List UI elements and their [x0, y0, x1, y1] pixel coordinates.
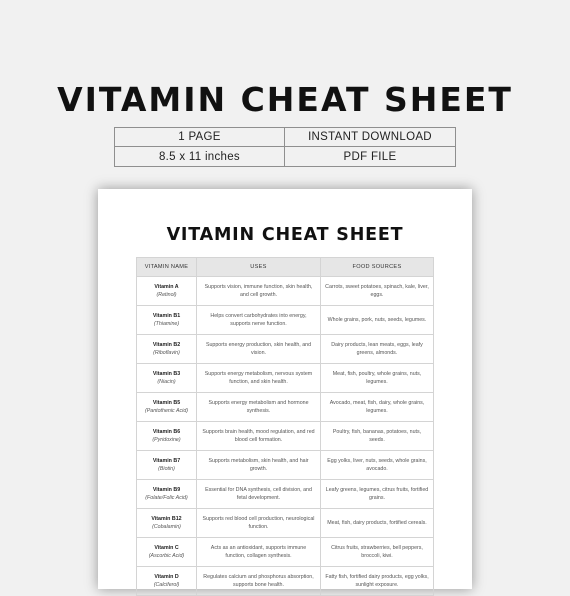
vitamin-food-sources: Carrots, sweet potatoes, spinach, kale, liver, eggs.	[321, 277, 434, 306]
vitamin-chemical-name: (Thiamine)	[153, 321, 180, 327]
header-uses: USES	[197, 258, 321, 277]
vitamin-food-sources: Dairy products, lean meats, eggs, leafy greens, almonds.	[321, 335, 434, 364]
table-row	[137, 422, 434, 451]
info-download: INSTANT DOWNLOAD	[285, 128, 455, 147]
info-file-type: PDF FILE	[343, 150, 397, 163]
vitamin-name-cell	[137, 364, 197, 393]
vitamin-food-sources: Avocado, meat, fish, dairy, whole grains, legumes.	[321, 393, 434, 422]
table-row	[137, 509, 434, 538]
vitamin-table	[136, 257, 434, 596]
info-paper-size: 8.5 x 11 inches	[115, 147, 285, 166]
table-row	[137, 480, 434, 509]
info-page-count: 1 PAGE	[115, 128, 285, 147]
vitamin-uses: Essential for DNA synthesis, cell division, and fetal development.	[197, 480, 321, 509]
vitamin-uses: Supports red blood cell production, neurological function.	[197, 509, 321, 538]
vitamin-chemical-name: (Folate/Folic Acid)	[145, 495, 188, 501]
vitamin-name: Vitamin B6	[152, 429, 181, 435]
vitamin-name-cell	[137, 451, 197, 480]
table-row	[137, 393, 434, 422]
vitamin-name: Vitamin B5	[152, 400, 181, 406]
vitamin-name: Vitamin A	[154, 284, 179, 290]
vitamin-name: Vitamin B2	[152, 342, 181, 348]
vitamin-name: Vitamin B3	[152, 371, 181, 377]
vitamin-food-sources: Citrus fruits, strawberries, bell peppers, broccoli, kiwi.	[321, 538, 434, 567]
vitamin-rows	[137, 277, 434, 596]
vitamin-name: Vitamin B1	[152, 313, 181, 319]
vitamin-name-cell	[137, 538, 197, 567]
vitamin-chemical-name: (Pantothenic Acid)	[144, 408, 189, 414]
header-food-sources: FOOD SOURCES	[321, 258, 434, 277]
vitamin-uses: Supports energy metabolism, nervous system function, and skin health.	[197, 364, 321, 393]
sheet-title: VITAMIN CHEAT SHEET	[166, 225, 404, 245]
cheat-sheet-preview	[98, 189, 472, 589]
vitamin-chemical-name: (Ascorbic Acid)	[148, 553, 185, 559]
table-row	[137, 364, 434, 393]
vitamin-food-sources: Whole grains, pork, nuts, seeds, legumes.	[321, 306, 434, 335]
vitamin-food-sources: Poultry, fish, bananas, potatoes, nuts, seeds.	[321, 422, 434, 451]
vitamin-name-cell	[137, 422, 197, 451]
vitamin-name-cell	[137, 567, 197, 596]
vitamin-chemical-name: (Retinol)	[156, 292, 177, 298]
vitamin-uses: Supports energy metabolism and hormone synthesis.	[197, 393, 321, 422]
vitamin-uses: Regulates calcium and phosphorus absorption, supports bone health.	[197, 567, 321, 596]
vitamin-name: Vitamin B9	[152, 487, 181, 493]
vitamin-uses: Acts as an antioxidant, supports immune function, collagen synthesis.	[197, 538, 321, 567]
listing-title: VITAMIN CHEAT SHEET	[57, 80, 513, 119]
vitamin-name-cell	[137, 335, 197, 364]
table-row	[137, 306, 434, 335]
vitamin-food-sources: Meat, fish, dairy products, fortified cereals.	[321, 509, 434, 538]
vitamin-uses: Supports vision, immune function, skin health, and cell growth.	[197, 277, 321, 306]
product-info-table	[114, 127, 456, 167]
vitamin-name: Vitamin B7	[152, 458, 181, 464]
vitamin-name-cell	[137, 393, 197, 422]
vitamin-food-sources: Egg yolks, liver, nuts, seeds, whole grains, avocado.	[321, 451, 434, 480]
vitamin-chemical-name: (Calciferol)	[153, 582, 180, 588]
vitamin-name-cell	[137, 277, 197, 306]
vitamin-name-cell	[137, 480, 197, 509]
table-row	[137, 277, 434, 306]
table-header-row	[137, 258, 434, 277]
table-row	[137, 451, 434, 480]
vitamin-food-sources: Meat, fish, poultry, whole grains, nuts, legumes.	[321, 364, 434, 393]
table-row	[137, 538, 434, 567]
table-row	[137, 567, 434, 596]
vitamin-chemical-name: (Pyridoxine)	[152, 437, 181, 443]
vitamin-food-sources: Fatty fish, fortified dairy products, egg yolks, sunlight exposure.	[321, 567, 434, 596]
vitamin-name-cell	[137, 509, 197, 538]
vitamin-chemical-name: (Biotin)	[158, 466, 175, 472]
vitamin-uses: Supports energy production, skin health, and vision.	[197, 335, 321, 364]
vitamin-chemical-name: (Cobalamin)	[152, 524, 181, 530]
vitamin-chemical-name: (Riboflavin)	[153, 350, 180, 356]
vitamin-name: Vitamin C	[154, 545, 179, 551]
table-row	[137, 335, 434, 364]
vitamin-name-cell	[137, 306, 197, 335]
vitamin-uses: Supports metabolism, skin health, and hair growth.	[197, 451, 321, 480]
header-vitamin-name: VITAMIN NAME	[137, 258, 197, 277]
vitamin-food-sources: Leafy greens, legumes, citrus fruits, fortified grains.	[321, 480, 434, 509]
vitamin-uses: Helps convert carbohydrates into energy, supports nerve function.	[197, 306, 321, 335]
vitamin-name: Vitamin B12	[151, 516, 182, 522]
vitamin-name: Vitamin D	[154, 574, 179, 580]
vitamin-uses: Supports brain health, mood regulation, and red blood cell formation.	[197, 422, 321, 451]
vitamin-chemical-name: (Niacin)	[157, 379, 176, 385]
